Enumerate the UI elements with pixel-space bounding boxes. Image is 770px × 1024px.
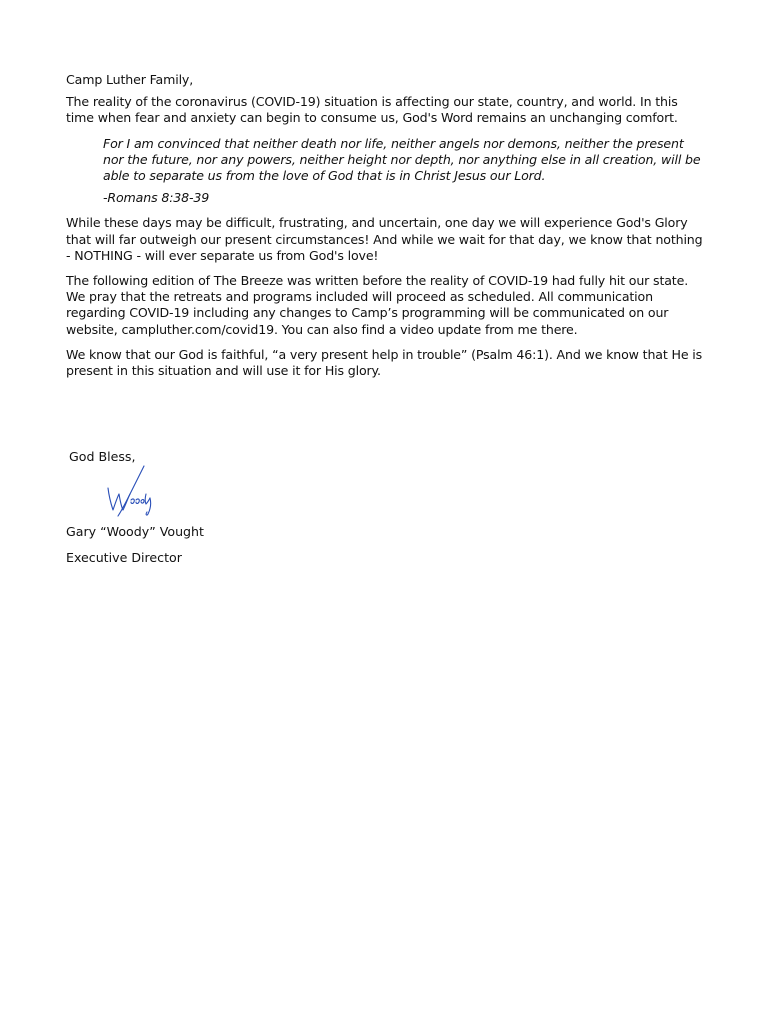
- paragraph-breeze-edition: The following edition of The Breeze was written before the reality of COVID-19 had fully hit our state. We pray that the retreats and programs included will proceed as scheduled. All communication regarding COVID-19 including any changes to Camp’s programming will be communicated on our website, campluther.com/covid19. You can also find a video update from me there.: [66, 273, 689, 337]
- sign-off: God Bless,: [69, 449, 136, 464]
- paragraph-hope: While these days may be difficult, frustrating, and uncertain, one day we will experience God's Glory that will far outweigh our present circumstances! And while we wait for that day, we know that nothing - NOTHING - will ever separate us from God's love!: [66, 215, 703, 263]
- scripture-reference: -Romans 8:38-39: [103, 190, 210, 206]
- letter-greeting: Camp Luther Family,: [66, 72, 194, 87]
- letter-body: [66, 72, 706, 388]
- handwritten-signature: [100, 464, 156, 520]
- signer-title: Executive Director: [66, 550, 182, 565]
- signer-name: Gary “Woody” Vought: [66, 524, 204, 539]
- paragraph-faithful: We know that our God is faithful, “a very present help in trouble” (Psalm 46:1). And we know that He is present in this situation and will use it for His glory.: [66, 346, 703, 379]
- paragraph-intro: The reality of the coronavirus (COVID-19) situation is affecting our state, country, and world. In this time when fear and anxiety can begin to consume us, God's Word remains an unchanging comfort.: [66, 94, 678, 126]
- scripture-quote: For I am convinced that neither death nor life, neither angels nor demons, neither the present nor the future, nor any powers, neither height nor depth, nor anything else in all creation, will be able to separate us from the love of God that is in Christ Jesus our Lord.: [103, 135, 701, 184]
